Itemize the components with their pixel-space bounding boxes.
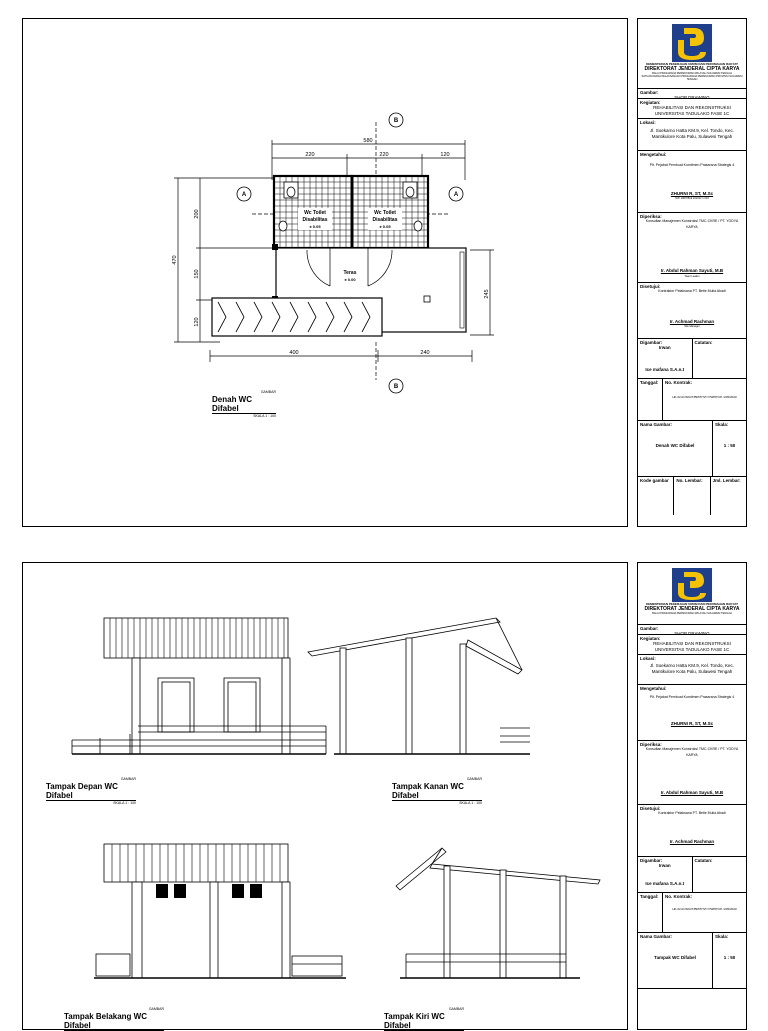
rear-elevation-drawing [60, 836, 350, 986]
dim-left-c: 120 [194, 317, 200, 327]
lokasi-label: Lokasi: [640, 120, 656, 125]
disetujui-name-2: Ir. Achmad Rachman [669, 838, 715, 844]
skala-value-2: 1 : 50 [723, 955, 736, 960]
room-right-name: Wc Toilet [374, 210, 396, 216]
diperiksa-role: Team Leader [684, 274, 700, 278]
rear-elevation-title [64, 1007, 164, 1031]
mengetahui-nip: NIP. 19870819 201012 1 004 [675, 197, 709, 200]
dim-bottom-b: 240 [420, 350, 430, 356]
nama-gambar-label-2: Nama Gambar: [640, 934, 673, 939]
office-name-2: SATUAN KERJA PELAKSANAAN PRASARANA PERMUKIMAN PROVINSI SULAWESI TENGAH [641, 75, 743, 81]
skala-value: 1 : 50 [723, 443, 736, 448]
right-elevation-drawing [300, 610, 530, 770]
access-ramp [212, 298, 382, 336]
skala-label: Skala: [715, 422, 729, 427]
no-kontrak-label-2: No. Kontrak: [665, 894, 692, 899]
marker-a-left-label: A [241, 192, 247, 198]
left-elevation-title-text: Tampak Kiri WC Difabel [384, 1012, 445, 1030]
diperiksa-label: Diperiksa: [640, 214, 662, 219]
kode-label: Kode gambar [640, 478, 669, 483]
dim-top-total: 580 [363, 138, 373, 144]
front-elevation-scale: SKALA 1 : 100 [113, 801, 136, 805]
front-elevation-caption: GAMBAR [120, 777, 136, 781]
no-kontrak-value: HK.02.01/SNVT/BPPP.ST/ PWPP/CP-1/05/2020 [672, 395, 737, 399]
kegiatan-value-2: REHABILITASI DAN REKONSTRUKSI UNIVERSITAS TADULAKO FASE 1C [653, 641, 731, 652]
room-right-level: ± 0.05 [379, 224, 391, 229]
room-left-sub: Disabilitas [302, 217, 328, 223]
disetujui-value-2: Kontraktor Pelaksana PT. Betie Mulia Abadi [658, 811, 726, 815]
no-lembar-label: No. Lembar: [676, 478, 703, 483]
digambar-label: Digambar: [640, 340, 663, 345]
dim-left-b: 150 [194, 269, 200, 279]
kegiatan-label-2: Kegiatan: [640, 636, 661, 641]
mengetahui-name-2: ZHURNI R, ST, M.Sc [670, 720, 714, 726]
disetujui-label: Disetujui: [640, 284, 661, 289]
marker-a-right-label: A [453, 192, 459, 198]
digambar-name-2: Irwan [658, 863, 671, 868]
nama-gambar-label: Nama Gambar: [640, 422, 673, 427]
tanggal-label-2: Tanggal: [640, 894, 659, 899]
floor-plan-drawing [160, 110, 500, 410]
terrace-name: Teras [343, 270, 357, 276]
dim-left-a: 200 [194, 209, 200, 219]
tanggal-label: Tanggal: [640, 380, 659, 385]
diperiksa-name: Ir. Abdul Rahman Sayuti, M.B [660, 268, 724, 273]
title-block-header [638, 19, 746, 89]
lokasi-value-2: Jl. Soekarno Hatta KM.9, Kel. Tondo, Kec. Mantikulore Kota Palu, Sulawesi Tengah [650, 663, 734, 674]
catatan-label: Catatan: [694, 340, 713, 345]
disetujui-label-2: Disetujui: [640, 806, 661, 811]
mengetahui-value: Plt. Pejabat Pembuat Komitmen Prasarana Strategis 4 [649, 163, 735, 167]
digambar-label-2: Digambar: [640, 858, 663, 863]
title-block-header-2 [638, 563, 746, 625]
room-right-sub: Disabilitas [372, 217, 398, 223]
disetujui-role: Site Manager [684, 325, 700, 328]
gambar-value: SHOP DRAWING [674, 95, 710, 100]
right-elevation-caption: GAMBAR [466, 777, 482, 781]
nama-gambar-value: Denah WC Difabel [655, 443, 695, 448]
right-elevation-scale: SKALA 1 : 100 [459, 801, 482, 805]
mengetahui-value-2: Plt. Pejabat Pembuat Komitmen Prasarana Strategis 4 [649, 695, 735, 699]
dim-top-b: 220 [379, 152, 389, 158]
plan-title [212, 390, 276, 418]
catatan-label-2: Catatan: [694, 858, 713, 863]
dim-left-total: 470 [172, 255, 178, 265]
directorate-name-2: DIREKTORAT JENDERAL CIPTA KARYA [644, 606, 740, 612]
terrace-level: ± 0.00 [344, 277, 356, 282]
dim-top-c: 120 [440, 152, 450, 158]
gambar-label-2: Gambar: [640, 626, 659, 631]
dim-top-a: 220 [305, 152, 315, 158]
directorate-name: DIREKTORAT JENDERAL CIPTA KARYA [644, 66, 740, 72]
diperiksa-name-2: Ir. Abdul Rahman Sayuti, M.B [660, 790, 724, 795]
plan-caption: GAMBAR [260, 390, 276, 394]
digambar-name: Irwan [658, 345, 671, 350]
plan-title-text: Denah WC Difabel [212, 395, 252, 413]
room-left-level: ± 0.05 [309, 224, 321, 229]
mengetahui-label-2: Mengetahui: [640, 686, 667, 691]
digambar-role-2: Ice mafana S.A.n.t [645, 880, 685, 886]
lokasi-value: Jl. Soekarno Hatta KM.9, Kel. Tondo, Kec. Mantikulore Kota Palu, Sulawesi Tengah [650, 128, 734, 139]
digambar-role: Ice mafana S.A.n.t [645, 366, 685, 372]
diperiksa-value-2: Konsultan Manajemen Konstruksi TMC-CKRE / PT. YODYA KARYA [645, 747, 739, 757]
marker-b-bottom-label: B [393, 384, 399, 390]
gambar-label: Gambar: [640, 90, 659, 95]
skala-label-2: Skala: [715, 934, 729, 939]
right-elevation-title [392, 777, 482, 805]
left-elevation-caption: GAMBAR [448, 1007, 464, 1011]
mengetahui-name: ZHURNI R, ST, M.Sc [670, 190, 714, 196]
kegiatan-value: REHABILITASI DAN REKONSTRUKSI UNIVERSITAS TADULAKO FASE 1C [653, 105, 731, 116]
front-elevation-title-text: Tampak Depan WC Difabel [46, 782, 118, 800]
office-name-3: BALAI PRASARANA PERMUKIMAN WILAYAH SULAWESI TENGAH [652, 612, 732, 615]
disetujui-value: Kontraktor Pelaksana PT. Betie Mulia Abadi [658, 289, 726, 293]
left-elevation-title [384, 1007, 464, 1031]
title-block-2 [637, 562, 747, 1030]
jml-lembar-label: Jml. Lembar: [712, 478, 741, 483]
right-elevation-title-text: Tampak Kanan WC Difabel [392, 782, 464, 800]
left-elevation-drawing [380, 836, 610, 986]
marker-b-top-label: B [393, 118, 399, 124]
dim-right: 245 [484, 289, 490, 299]
nama-gambar-value-2: Tampak WC Difabel [654, 955, 696, 960]
disetujui-name: Ir. Achmad Rachman [669, 318, 715, 324]
ministry-name: KEMENTERIAN PEKERJAAN UMUM DAN PERUMAHAN RAKYAT [645, 62, 738, 66]
office-name: BALAI PRASARANA PERMUKIMAN WILAYAH SULAWESI TENGAH [652, 72, 732, 75]
pu-logo-icon [672, 24, 712, 62]
lokasi-label-2: Lokasi: [640, 656, 656, 661]
pu-logo-icon-2 [672, 568, 712, 602]
dim-bottom-a: 400 [289, 350, 299, 356]
title-block-1 [637, 18, 747, 527]
rear-elevation-caption: GAMBAR [148, 1007, 164, 1011]
ministry-name-2: KEMENTERIAN PEKERJAAN UMUM DAN PERUMAHAN RAKYAT [645, 602, 738, 606]
kegiatan-label: Kegiatan: [640, 100, 661, 105]
gambar-value-2: SHOP DRAWING [674, 631, 710, 636]
no-kontrak-label: No. Kontrak: [665, 380, 692, 385]
room-left-name: Wc Toilet [304, 210, 326, 216]
no-kontrak-value-2: HK.02.01/SNVT/BPPP.ST/ PWPP/CP-1/05/2020 [672, 907, 737, 911]
plan-scale: SKALA 1 : 100 [253, 414, 276, 418]
diperiksa-value: Konsultan Manajemen Konstruksi TMC-CKRE / PT. YODYA KARYA [645, 219, 739, 229]
diperiksa-label-2: Diperiksa: [640, 742, 662, 747]
mengetahui-label: Mengetahui: [640, 152, 667, 157]
rear-elevation-title-text: Tampak Belakang WC Difabel [64, 1012, 147, 1030]
front-elevation-title [46, 777, 136, 805]
